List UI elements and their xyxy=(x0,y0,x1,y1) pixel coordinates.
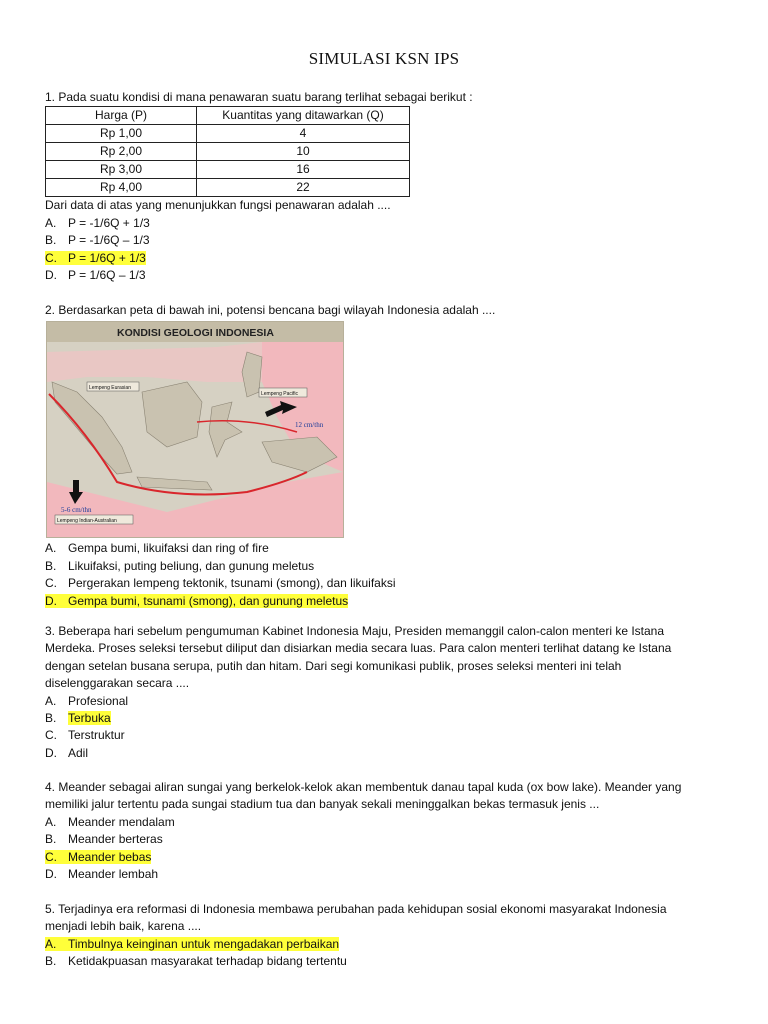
table-cell-price: Rp 2,00 xyxy=(46,143,197,161)
question-4 xyxy=(45,779,725,883)
option-letter: D. xyxy=(45,745,57,760)
question-3-line: diselenggarakan secara .... xyxy=(45,676,190,691)
table-cell-quantity: 10 xyxy=(197,143,410,161)
question-4-line: memiliki jalur tertentu pada sungai stadium tua dan banyak sekali meninggalkan bekas termasuk jenis ... xyxy=(45,797,600,812)
table-cell-quantity: 4 xyxy=(197,125,410,143)
option-text: Adil xyxy=(68,745,89,760)
option-letter: C. xyxy=(45,576,57,591)
question-3-text xyxy=(45,623,725,693)
question-3-line: 3. Beberapa hari sebelum pengumuman Kabinet Indonesia Maju, Presiden memanggil calon-calon menteri ke Istana xyxy=(45,624,665,638)
option-4b[interactable] xyxy=(45,831,725,848)
option-text: Likuifaksi, puting beliung, dan gunung meletus xyxy=(68,558,315,573)
question-2 xyxy=(45,302,725,610)
option-text: Meander berteras xyxy=(68,832,163,847)
option-3a[interactable] xyxy=(45,693,725,710)
option-text: Terbuka xyxy=(68,711,111,726)
option-1a[interactable] xyxy=(45,215,725,232)
option-1b[interactable] xyxy=(45,232,725,249)
option-letter: B. xyxy=(45,711,57,726)
option-4c[interactable] xyxy=(45,849,725,866)
option-4a[interactable] xyxy=(45,814,725,831)
option-letter: C. xyxy=(45,728,57,743)
option-2d[interactable] xyxy=(45,593,725,610)
option-3c[interactable] xyxy=(45,727,725,744)
eurasian-plate-label: Lempeng Eurasian xyxy=(89,385,131,392)
option-text: Terstruktur xyxy=(68,728,125,743)
table-cell-price: Rp 1,00 xyxy=(46,125,197,143)
question-1 xyxy=(45,89,725,284)
question-1-text: 1. Pada suatu kondisi di mana penawaran suatu barang terlihat sebagai berikut : xyxy=(45,90,473,104)
option-text: P = 1/6Q – 1/3 xyxy=(68,268,146,283)
question-3 xyxy=(45,623,725,762)
option-letter: B. xyxy=(45,832,57,847)
option-letter: A. xyxy=(45,693,57,708)
option-3d[interactable] xyxy=(45,745,725,762)
option-text: P = -1/6Q – 1/3 xyxy=(68,233,150,248)
option-text: P = 1/6Q + 1/3 xyxy=(68,250,146,265)
question-5-text xyxy=(45,901,725,936)
table-cell-quantity: 16 xyxy=(197,161,410,179)
question-4-text xyxy=(45,779,725,814)
option-2a[interactable] xyxy=(45,540,725,557)
indian-plate-label: Lempeng Indian-Australian xyxy=(57,518,117,525)
option-text: Meander lembah xyxy=(68,867,159,882)
table-cell-quantity: 22 xyxy=(197,179,410,197)
question-2-text: 2. Berdasarkan peta di bawah ini, potensi bencana bagi wilayah Indonesia adalah .... xyxy=(45,303,496,317)
option-text: Pergerakan lempeng tektonik, tsunami (smong), dan likuifaksi xyxy=(68,576,396,591)
option-letter: A. xyxy=(45,215,57,230)
question-5-line: 5. Terjadinya era reformasi di Indonesia membawa perubahan pada kehidupan sosial ekonomi masyarakat Indonesia xyxy=(45,902,667,916)
pacific-speed-label: 12 cm/thn xyxy=(295,421,324,430)
option-text: Meander mendalam xyxy=(68,814,175,829)
option-2b[interactable] xyxy=(45,558,725,575)
option-text: Timbulnya keinginan untuk mengadakan perbaikan xyxy=(68,936,340,951)
option-text: P = -1/6Q + 1/3 xyxy=(68,215,150,230)
option-text: Gempa bumi, tsunami (smong), dan gunung meletus xyxy=(68,593,349,608)
option-text: Profesional xyxy=(68,693,129,708)
option-letter: D. xyxy=(45,268,57,283)
supply-table xyxy=(45,106,410,197)
question-1-followup: Dari data di atas yang menunjukkan fungsi penawaran adalah .... xyxy=(45,198,391,213)
question-3-line: dengan setelan busana serupa, putih dan hitam. Dari segi komunikasi publik, proses seleksi menteri ini telah xyxy=(45,658,622,673)
option-text: Meander bebas xyxy=(68,849,152,864)
indian-speed-label: 5-6 cm/thn xyxy=(61,506,92,515)
option-text: Gempa bumi, likuifaksi dan ring of fire xyxy=(68,541,269,556)
option-3b[interactable] xyxy=(45,710,725,727)
question-5-line: menjadi lebih baik, karena .... xyxy=(45,919,202,934)
page-title: SIMULASI KSN IPS xyxy=(308,49,460,68)
option-letter: A. xyxy=(45,541,57,556)
option-1c[interactable] xyxy=(45,250,725,267)
option-letter: C. xyxy=(45,849,57,864)
table-cell-price: Rp 3,00 xyxy=(46,161,197,179)
map-title: KONDISI GEOLOGI INDONESIA xyxy=(117,327,274,340)
table-header-price: Harga (P) xyxy=(46,107,197,125)
option-text: Ketidakpuasan masyarakat terhadap bidang tertentu xyxy=(68,954,347,969)
option-letter: B. xyxy=(45,954,57,969)
question-4-line: 4. Meander sebagai aliran sungai yang berkelok-kelok akan membentuk danau tapal kuda (ox bow lake). Meander yang xyxy=(45,780,682,794)
option-4d[interactable] xyxy=(45,866,725,883)
table-cell-price: Rp 4,00 xyxy=(46,179,197,197)
option-1d[interactable] xyxy=(45,267,725,284)
table-row xyxy=(46,143,410,161)
option-letter: C. xyxy=(45,250,57,265)
table-row xyxy=(46,179,410,197)
option-2c[interactable] xyxy=(45,575,725,592)
table-row xyxy=(46,161,410,179)
geology-map xyxy=(46,321,344,538)
option-letter: B. xyxy=(45,233,57,248)
option-letter: D. xyxy=(45,867,57,882)
geology-map-svg xyxy=(47,322,343,537)
table-row xyxy=(46,125,410,143)
question-3-line: Merdeka. Proses seleksi tersebut diliput dan disiarkan media secara luas. Para calon menteri terlihat datang ke Istana xyxy=(45,641,672,656)
table-header-quantity: Kuantitas yang ditawarkan (Q) xyxy=(197,107,410,125)
option-letter: A. xyxy=(45,814,57,829)
option-5a[interactable] xyxy=(45,936,725,953)
option-letter: B. xyxy=(45,558,57,573)
pacific-plate-label: Lempeng Pacific xyxy=(261,391,298,398)
question-5 xyxy=(45,901,725,971)
table-header-row xyxy=(46,107,410,125)
option-letter: D. xyxy=(45,593,57,608)
option-letter: A. xyxy=(45,936,57,951)
option-5b[interactable] xyxy=(45,953,725,970)
